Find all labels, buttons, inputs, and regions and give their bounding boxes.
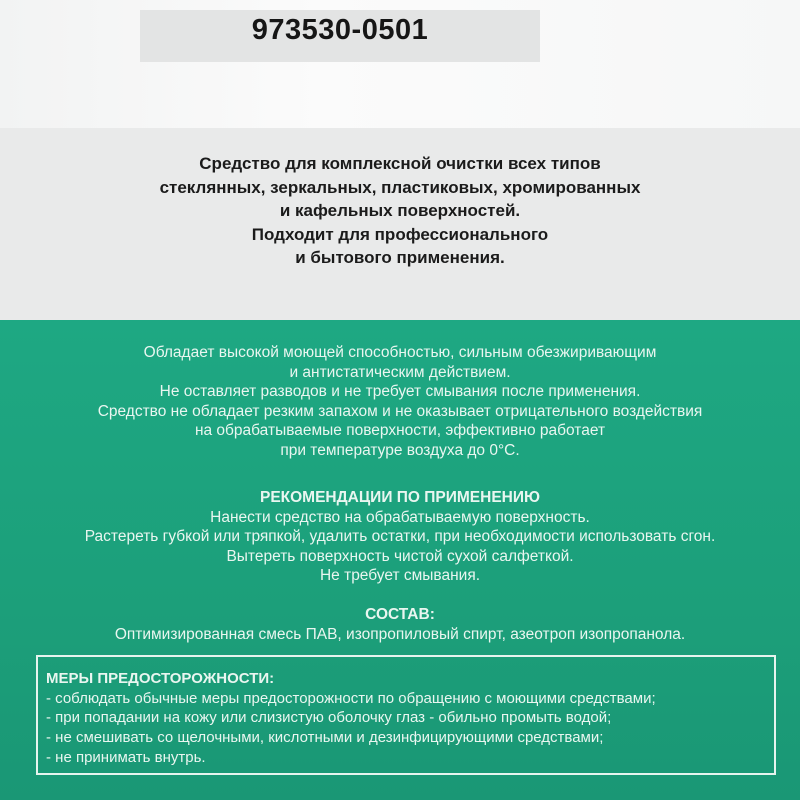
property-line: при температуре воздуха до 0°С. <box>280 441 520 459</box>
composition-text: Оптимизированная смесь ПАВ, изопропиловый спирт, азеотроп изопропанола. <box>114 625 686 643</box>
precautions-title: МЕРЫ ПРЕДОСТОРОЖНОСТИ: <box>46 670 275 687</box>
recommendations-title: РЕКОМЕНДАЦИИ ПО ПРИМЕНЕНИЮ <box>259 489 540 506</box>
precaution-line: - не принимать внутрь. <box>46 748 206 766</box>
precautions <box>46 669 776 768</box>
precaution-line: - соблюдать обычные меры предосторожности по обращению с моющими средствами; <box>46 689 656 707</box>
product-code: 973530-0501 <box>251 14 429 46</box>
description <box>0 152 800 270</box>
composition-title: СОСТАВ: <box>365 606 435 623</box>
recommendation-line: Нанести средство на обрабатываемую поверхность. <box>210 508 590 526</box>
recommendation-line: Вытереть поверхность чистой сухой салфеткой. <box>226 547 574 565</box>
composition <box>0 605 800 644</box>
property-line: Не оставляет разводов и не требует смывания после применения. <box>159 383 641 401</box>
precaution-line: - при попадании на кожу или слизистую оболочку глаз - обильно промыть водой; <box>46 709 612 727</box>
recommendation-line: Растереть губкой или тряпкой, удалить остатки, при необходимости использовать сгон. <box>84 528 716 546</box>
description-line: стеклянных, зеркальных, пластиковых, хромированных <box>159 177 641 197</box>
description-line: и бытового применения. <box>295 248 505 267</box>
precaution-line: - не смешивать со щелочными, кислотными и дезинфицирующими средствами; <box>46 729 604 747</box>
property-line: на обрабатываемые поверхности, эффективно работает <box>194 422 606 440</box>
description-line: Подходит для профессионального <box>251 224 549 244</box>
recommendation-line: Не требует смывания. <box>319 567 481 585</box>
description-line: Средство для комплексной очистки всех типов <box>199 154 601 173</box>
properties <box>0 343 800 461</box>
recommendations <box>0 488 800 586</box>
description-line: и кафельных поверхностей. <box>279 201 521 220</box>
property-line: и антистатическим действием. <box>289 363 511 381</box>
property-line: Обладает высокой моющей способностью, сильным обезжиривающим <box>143 344 657 361</box>
property-line: Средство не обладает резким запахом и не оказывает отрицательного воздействия <box>97 402 703 420</box>
